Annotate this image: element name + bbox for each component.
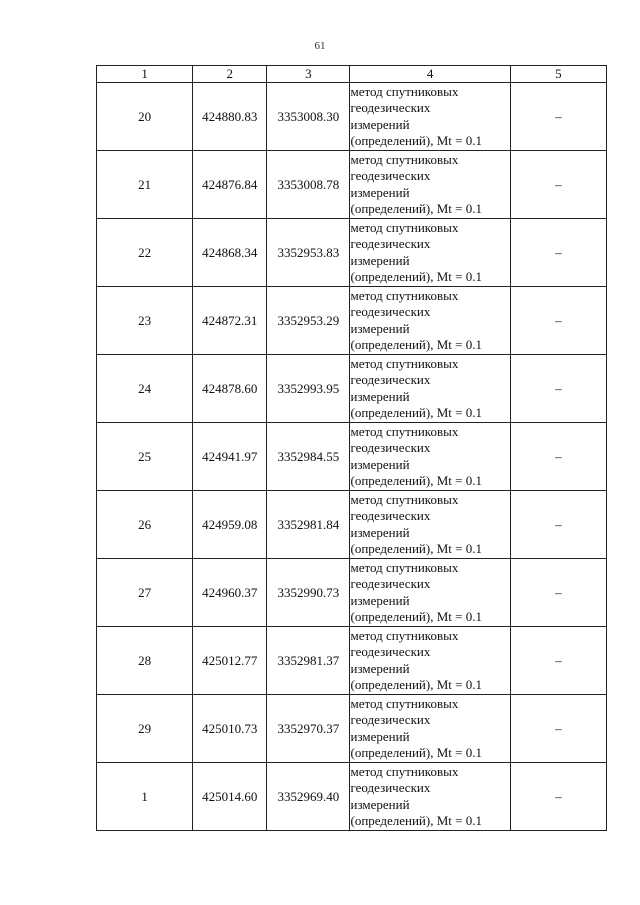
note-dash: – xyxy=(510,559,606,627)
method-line: измерений xyxy=(350,388,410,404)
coordinate-y: 3352969.40 xyxy=(267,763,350,831)
table-row xyxy=(97,151,607,219)
note-dash: – xyxy=(510,627,606,695)
coordinates-table xyxy=(96,65,607,831)
method-line: (определений), Mt = 0.1 xyxy=(350,541,482,556)
column-header-1: 1 xyxy=(97,66,193,83)
point-number: 25 xyxy=(97,423,193,491)
coordinate-y: 3352953.29 xyxy=(267,287,350,355)
column-header-3: 3 xyxy=(267,66,350,83)
method-line: (определений), Mt = 0.1 xyxy=(350,269,482,284)
method-line: (определений), Mt = 0.1 xyxy=(350,745,482,760)
point-number: 1 xyxy=(97,763,193,831)
note-dash: – xyxy=(510,491,606,559)
note-dash: – xyxy=(510,763,606,831)
method-description xyxy=(350,83,510,151)
method-line: метод спутниковых xyxy=(350,695,459,711)
coordinate-x: 424960.37 xyxy=(193,559,267,627)
point-number: 28 xyxy=(97,627,193,695)
point-number: 27 xyxy=(97,559,193,627)
method-line: метод спутниковых xyxy=(350,627,459,643)
coordinate-y: 3352984.55 xyxy=(267,423,350,491)
method-line: геодезических xyxy=(350,236,431,251)
page-number: 61 xyxy=(314,40,326,52)
method-description xyxy=(350,559,510,627)
method-line: метод спутниковых xyxy=(350,219,459,235)
method-line: геодезических xyxy=(350,304,431,319)
method-line: геодезических xyxy=(350,644,431,659)
coordinate-y: 3352990.73 xyxy=(267,559,350,627)
table-row xyxy=(97,559,607,627)
method-line: измерений xyxy=(350,524,410,540)
method-description xyxy=(350,695,510,763)
method-description xyxy=(350,355,510,423)
coordinate-y: 3352993.95 xyxy=(267,355,350,423)
note-dash: – xyxy=(510,355,606,423)
coordinate-x: 424941.97 xyxy=(193,423,267,491)
method-description xyxy=(350,423,510,491)
table-header-row xyxy=(97,66,607,83)
coordinate-x: 424878.60 xyxy=(193,355,267,423)
table-row xyxy=(97,423,607,491)
method-line: метод спутниковых xyxy=(350,423,459,439)
column-header-4: 4 xyxy=(350,66,510,83)
method-line: измерений xyxy=(350,796,410,812)
coordinate-x: 425012.77 xyxy=(193,627,267,695)
point-number: 22 xyxy=(97,219,193,287)
method-line: геодезических xyxy=(350,100,431,115)
method-line: измерений xyxy=(350,456,410,472)
method-description xyxy=(350,219,510,287)
table-row xyxy=(97,627,607,695)
point-number: 23 xyxy=(97,287,193,355)
method-line: измерений xyxy=(350,660,410,676)
coordinate-y: 3352953.83 xyxy=(267,219,350,287)
table-row xyxy=(97,355,607,423)
note-dash: – xyxy=(510,695,606,763)
table-row xyxy=(97,491,607,559)
method-line: измерений xyxy=(350,116,410,132)
coordinate-x: 425014.60 xyxy=(193,763,267,831)
table-row xyxy=(97,287,607,355)
method-line: измерений xyxy=(350,320,410,336)
coordinate-x: 424876.84 xyxy=(193,151,267,219)
method-line: измерений xyxy=(350,592,410,608)
method-line: метод спутниковых xyxy=(350,491,459,507)
method-line: метод спутниковых xyxy=(350,83,459,99)
coordinate-x: 424868.34 xyxy=(193,219,267,287)
method-line: геодезических xyxy=(350,576,431,591)
method-line: (определений), Mt = 0.1 xyxy=(350,133,482,148)
method-description xyxy=(350,151,510,219)
coordinate-x: 425010.73 xyxy=(193,695,267,763)
method-line: (определений), Mt = 0.1 xyxy=(350,677,482,692)
note-dash: – xyxy=(510,151,606,219)
method-line: (определений), Mt = 0.1 xyxy=(350,813,482,828)
method-line: (определений), Mt = 0.1 xyxy=(350,609,482,624)
coordinate-x: 424880.83 xyxy=(193,83,267,151)
method-line: измерений xyxy=(350,728,410,744)
coordinate-x: 424872.31 xyxy=(193,287,267,355)
note-dash: – xyxy=(510,287,606,355)
method-line: метод спутниковых xyxy=(350,151,459,167)
coordinate-y: 3352970.37 xyxy=(267,695,350,763)
method-line: геодезических xyxy=(350,712,431,727)
method-line: метод спутниковых xyxy=(350,355,459,371)
method-description xyxy=(350,627,510,695)
method-line: метод спутниковых xyxy=(350,559,459,575)
point-number: 24 xyxy=(97,355,193,423)
coordinate-y: 3352981.84 xyxy=(267,491,350,559)
method-line: геодезических xyxy=(350,780,431,795)
column-header-2: 2 xyxy=(193,66,267,83)
method-line: геодезических xyxy=(350,508,431,523)
method-line: (определений), Mt = 0.1 xyxy=(350,405,482,420)
point-number: 29 xyxy=(97,695,193,763)
method-description xyxy=(350,491,510,559)
method-line: геодезических xyxy=(350,372,431,387)
method-line: (определений), Mt = 0.1 xyxy=(350,337,482,352)
table-row xyxy=(97,695,607,763)
coordinate-y: 3353008.78 xyxy=(267,151,350,219)
point-number: 26 xyxy=(97,491,193,559)
note-dash: – xyxy=(510,219,606,287)
method-line: метод спутниковых xyxy=(350,287,459,303)
coordinate-y: 3352981.37 xyxy=(267,627,350,695)
method-line: (определений), Mt = 0.1 xyxy=(350,201,482,216)
note-dash: – xyxy=(510,83,606,151)
column-header-5: 5 xyxy=(510,66,606,83)
method-line: геодезических xyxy=(350,168,431,183)
method-line: метод спутниковых xyxy=(350,763,459,779)
table-row xyxy=(97,763,607,831)
table-row xyxy=(97,83,607,151)
coordinate-y: 3353008.30 xyxy=(267,83,350,151)
method-description xyxy=(350,763,510,831)
method-line: измерений xyxy=(350,184,410,200)
method-line: (определений), Mt = 0.1 xyxy=(350,473,482,488)
point-number: 21 xyxy=(97,151,193,219)
method-line: измерений xyxy=(350,252,410,268)
table-row xyxy=(97,219,607,287)
method-description xyxy=(350,287,510,355)
method-line: геодезических xyxy=(350,440,431,455)
point-number: 20 xyxy=(97,83,193,151)
note-dash: – xyxy=(510,423,606,491)
coordinate-x: 424959.08 xyxy=(193,491,267,559)
